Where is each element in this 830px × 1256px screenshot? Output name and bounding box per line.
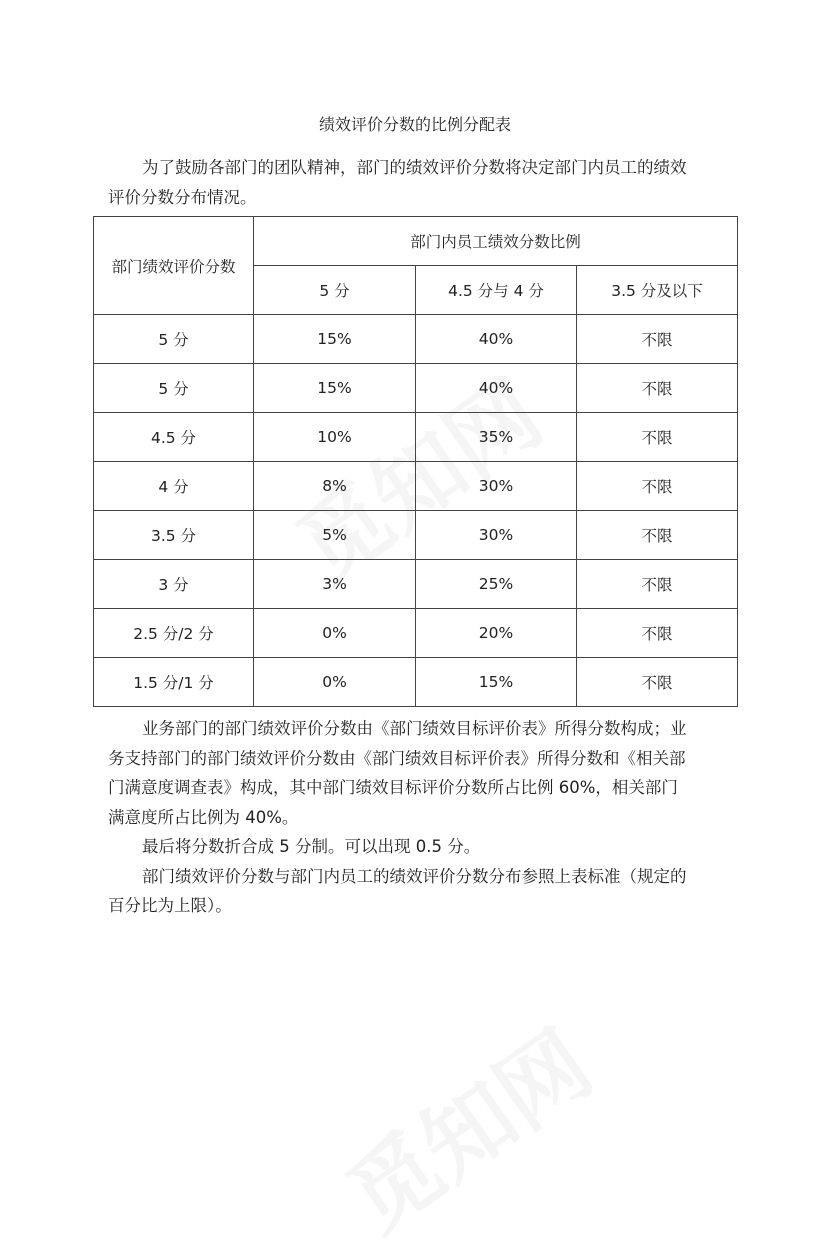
intro-paragraph bbox=[108, 153, 738, 212]
ratio-cell: 20% bbox=[416, 609, 577, 658]
table-row bbox=[94, 609, 738, 658]
table-row bbox=[94, 560, 738, 609]
ratio-cell: 15% bbox=[254, 364, 416, 413]
ratio-cell: 40% bbox=[416, 364, 577, 413]
sub-header-cell: 5 分 bbox=[254, 266, 416, 315]
dept-score-cell: 5 分 bbox=[94, 315, 254, 364]
table-row bbox=[94, 315, 738, 364]
ratio-cell: 3% bbox=[254, 560, 416, 609]
dept-score-cell: 3 分 bbox=[94, 560, 254, 609]
ratio-cell: 25% bbox=[416, 560, 577, 609]
ratio-table bbox=[93, 216, 738, 707]
body-paragraphs bbox=[108, 714, 738, 921]
ratio-cell: 不限 bbox=[577, 413, 738, 462]
ratio-cell: 30% bbox=[416, 511, 577, 560]
ratio-cell: 0% bbox=[254, 658, 416, 707]
ratio-cell: 0% bbox=[254, 609, 416, 658]
ratio-cell: 不限 bbox=[577, 609, 738, 658]
ratio-cell: 35% bbox=[416, 413, 577, 462]
text-line: 务支持部门的部门绩效评价分数由《部门绩效目标评价表》所得分数和《相关部 bbox=[108, 748, 686, 768]
ratio-cell: 30% bbox=[416, 462, 577, 511]
table-row bbox=[94, 658, 738, 707]
text-line: 评价分数分布情况。 bbox=[108, 187, 257, 207]
dept-score-cell: 4.5 分 bbox=[94, 413, 254, 462]
table-row bbox=[94, 364, 738, 413]
dept-score-cell: 5 分 bbox=[94, 364, 254, 413]
dept-score-cell: 1.5 分/1 分 bbox=[94, 658, 254, 707]
text-line: 满意度所占比例为 40%。 bbox=[108, 807, 299, 827]
ratio-cell: 不限 bbox=[577, 658, 738, 707]
ratio-cell: 不限 bbox=[577, 560, 738, 609]
text-line: 部门绩效评价分数与部门内员工的绩效评价分数分布参照上表标准（规定的 bbox=[142, 866, 687, 886]
table-row bbox=[94, 462, 738, 511]
text-line: 门满意度调查表》构成，其中部门绩效目标评价分数所占比例 60%，相关部门 bbox=[108, 778, 678, 797]
ratio-cell: 不限 bbox=[577, 511, 738, 560]
sub-header-cell: 3.5 分及以下 bbox=[577, 266, 738, 315]
row-header-cell: 部门绩效评价分数 bbox=[94, 217, 254, 315]
ratio-cell: 15% bbox=[416, 658, 577, 707]
ratio-cell: 5% bbox=[254, 511, 416, 560]
ratio-cell: 8% bbox=[254, 462, 416, 511]
ratio-cell: 10% bbox=[254, 413, 416, 462]
dept-score-cell: 4 分 bbox=[94, 462, 254, 511]
table-row bbox=[94, 511, 738, 560]
dept-score-cell: 3.5 分 bbox=[94, 511, 254, 560]
ratio-cell: 不限 bbox=[577, 315, 738, 364]
group-header-cell: 部门内员工绩效分数比例 bbox=[254, 217, 738, 266]
dept-score-cell: 2.5 分/2 分 bbox=[94, 609, 254, 658]
ratio-cell: 40% bbox=[416, 315, 577, 364]
text-line: 业务部门的部门绩效评价分数由《部门绩效目标评价表》所得分数构成；业 bbox=[142, 719, 687, 738]
sub-header-cell: 4.5 分与 4 分 bbox=[416, 266, 577, 315]
table-row bbox=[94, 413, 738, 462]
ratio-cell: 15% bbox=[254, 315, 416, 364]
ratio-cell: 不限 bbox=[577, 462, 738, 511]
text-line: 为了鼓励各部门的团队精神，部门的绩效评价分数将决定部门内员工的绩效 bbox=[142, 158, 687, 177]
ratio-cell: 不限 bbox=[577, 364, 738, 413]
text-line: 百分比为上限）。 bbox=[108, 896, 232, 915]
text-line: 最后将分数折合成 5 分制。可以出现 0.5 分。 bbox=[142, 837, 481, 856]
watermark bbox=[317, 994, 613, 1255]
document-title: 绩效评价分数的比例分配表 bbox=[318, 115, 511, 134]
